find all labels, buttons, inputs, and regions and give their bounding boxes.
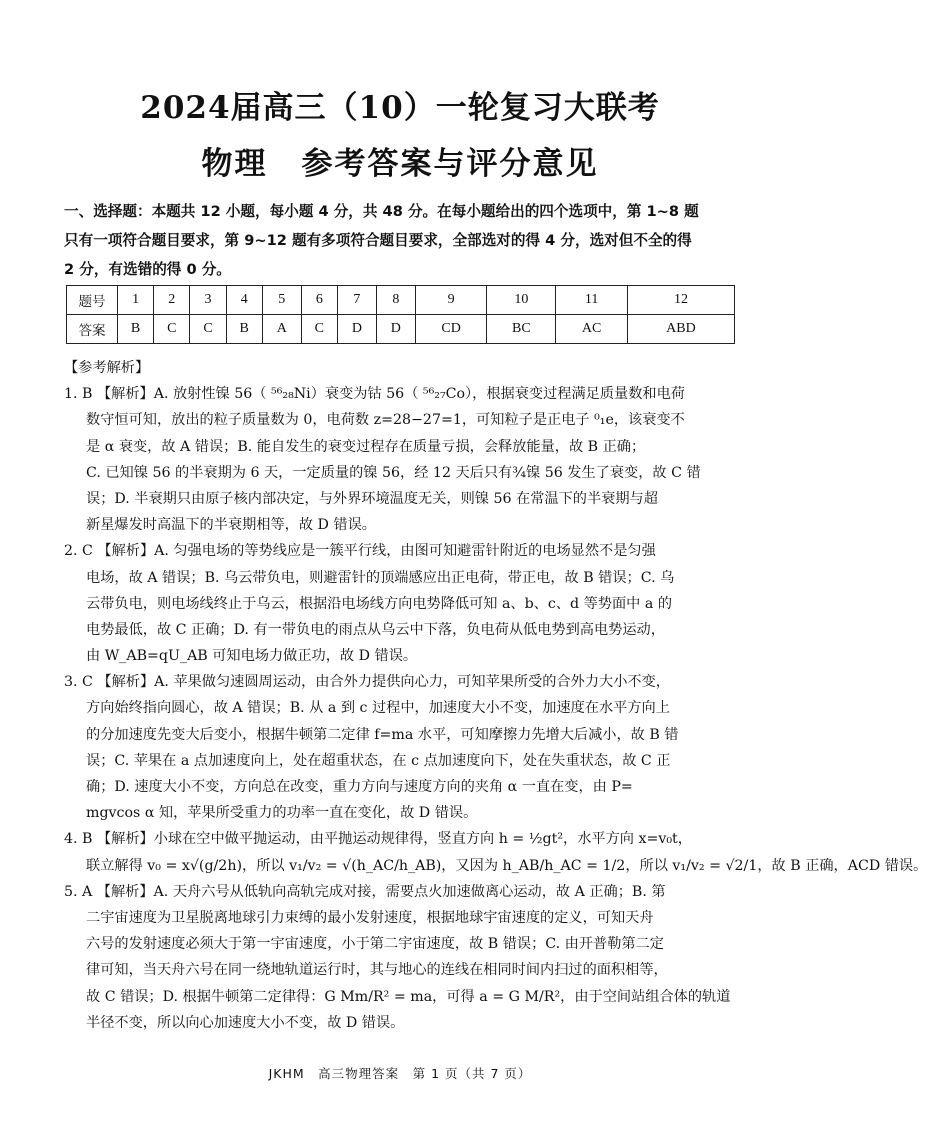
intro-line: 一、选择题：本题共 12 小题，每小题 4 分，共 48 分。在每小题给出的四个选项中，第 1~8 题: [64, 203, 699, 220]
answer-cell: B: [118, 315, 154, 344]
answer-table: [66, 285, 735, 344]
question-number-cell: 5: [262, 286, 301, 315]
analysis-line: 的分加速度先变大后变小，根据牛顿第二定律 f=ma 水平，可知摩擦力先增大后减小，故 B 错: [86, 726, 679, 743]
analysis-line: 由 W_AB=qU_AB 可知电场力做正功，故 D 错误。: [86, 648, 418, 665]
analysis-line: 方向始终指向圆心，故 A 错误；B. 从 a 到 c 过程中，加速度大小不变，加速度在水平方向上: [86, 700, 670, 717]
section-intro: [64, 197, 744, 284]
intro-line: 只有一项符合题目要求，第 9~12 题有多项符合题目要求，全部选对的得 4 分，选对但不全的得: [64, 232, 692, 249]
answer-row: [67, 315, 735, 344]
analysis-line: C. 已知镍 56 的半衰期为 6 天，一定质量的镍 56，经 12 天后只有¾镍 56 发生了衰变，故 C 错: [86, 464, 701, 481]
analysis-line: 电场，故 A 错误；B. 乌云带负电，则避雷针的顶端感应出正电荷，带正电，故 B 错误；C. 乌: [86, 569, 675, 586]
intro-line: 2 分，有选错的得 0 分。: [64, 261, 231, 278]
question-number-cell: 9: [415, 286, 487, 315]
question-number-cell: 12: [627, 286, 734, 315]
analysis-line: 确；D. 速度大小不变，方向总在改变，重力方向与速度方向的夹角 α 一直在变，由 P=: [86, 779, 633, 795]
question-number-cell: 8: [376, 286, 415, 315]
question-number-cell: 2: [154, 286, 190, 315]
analysis-heading: 【参考解析】: [64, 360, 150, 376]
analysis-line: 3. C 【解析】A. 苹果做匀速圆周运动，由合外力提供向心力，可知苹果所受的合外力大小不变，: [64, 674, 670, 691]
answer-cell: C: [301, 315, 337, 344]
question-number-cell: 4: [226, 286, 262, 315]
analysis-line: 二宇宙速度为卫星脱离地球引力束缚的最小发射速度，根据地球宇宙速度的定义，可知天舟: [86, 909, 654, 926]
analysis-line: 是 α 衰变，故 A 错误；B. 能自发生的衰变过程存在质量亏损，会释放能量，故 B 正确；: [86, 438, 646, 455]
analysis-line: 联立解得 v₀ = x√(g/2h)，所以 v₁/v₂ = √(h_AC/h_AB)，又因为 h_AB/h_AC = 1/2，所以 v₁/v₂ = √2/1，故 B 正确，ACD 错误。: [86, 857, 927, 874]
answer-cell: A: [262, 315, 301, 344]
analysis-line: 4. B 【解析】小球在空中做平抛运动，由平抛运动规律得，竖直方向 h = ½gt²，水平方向 x=v₀t，: [64, 831, 692, 848]
analysis-line: 2. C 【解析】A. 匀强电场的等势线应是一簇平行线，由图可知避雷针附近的电场显然不是匀强: [64, 543, 656, 560]
answer-cell: C: [154, 315, 190, 344]
answer-cell: ABD: [627, 315, 734, 344]
answer-cell: AC: [556, 315, 628, 344]
analysis-line: mgvcos α 知，苹果所受重力的功率一直在变化，故 D 错误。: [86, 805, 478, 822]
question-number-cell: 11: [556, 286, 628, 315]
subject-title: [0, 138, 800, 183]
answer-cell: D: [337, 315, 376, 344]
analysis-line: 半径不变，所以向心加速度大小不变，故 D 错误。: [86, 1014, 405, 1031]
answer-cell: CD: [415, 315, 487, 344]
analysis-line: 数守恒可知，放出的粒子质量数为 0，电荷数 z=28−27=1，可知粒子是正电子 ⁰₁e，该衰变不: [86, 412, 685, 429]
question-number-cell: 7: [337, 286, 376, 315]
analysis-line: 云带负电，则电场线终止于乌云，根据沿电场线方向电势降低可知 a、b、c、d 等势面中 a 的: [86, 595, 673, 612]
question-number-cell: 3: [190, 286, 226, 315]
subject-name: 物理: [201, 146, 268, 182]
analysis-line: 故 C 错误；D. 根据牛顿第二定律得：G Mm/R² = ma，可得 a = G M/R²，由于空间站组合体的轨道: [86, 988, 731, 1005]
analysis-line: 1. B 【解析】A. 放射性镍 56（ ⁵⁶₂₈Ni）衰变为钴 56（ ⁵⁶₂₇Co），根据衰变过程满足质量数和电荷: [64, 386, 685, 403]
analysis-line: 律可知，当天舟六号在同一绕地轨道运行时，其与地心的连线在相同时间内扫过的面积相等，: [86, 962, 668, 979]
analysis-line: 5. A 【解析】A. 天舟六号从低轨向高轨完成对接，需要点火加速做离心运动，故 A 正确；B. 第: [64, 883, 666, 900]
analysis-line: 误；D. 半衰期只由原子核内部决定，与外界环境温度无关，则镍 56 在常温下的半衰期与超: [86, 490, 658, 507]
page-footer: JKHM 高三物理答案 第 1 页（共 7 页）: [268, 1066, 532, 1081]
answer-cell: D: [376, 315, 415, 344]
question-number-cell: 6: [301, 286, 337, 315]
answer-cell: C: [190, 315, 226, 344]
answer-cell: B: [226, 315, 262, 344]
analysis-line: 误；C. 苹果在 a 点加速度向上，处在超重状态，在 c 点加速度向下，处在失重状态，故 C 正: [86, 752, 671, 769]
answer-cell: BC: [487, 315, 556, 344]
analysis-line: 六号的发射速度必须大于第一宇宙速度，小于第二宇宙速度，故 B 错误；C. 由开普勒第二定: [86, 936, 664, 953]
question-number-row: [67, 286, 735, 315]
question-number-header: 题号: [67, 286, 118, 315]
analysis-line: 新星爆发时高温下的半衰期相等，故 D 错误。: [86, 517, 376, 534]
answer-header: 答案: [67, 315, 118, 344]
question-number-cell: 10: [487, 286, 556, 315]
analysis-section: [64, 355, 927, 1036]
subject-subtitle: 参考答案与评分意见: [301, 146, 599, 182]
question-number-cell: 1: [118, 286, 154, 315]
exam-title: 2024届高三（10）一轮复习大联考: [140, 90, 660, 126]
analysis-line: 电势最低，故 C 正确；D. 有一带负电的雨点从乌云中下落，负电荷从低电势到高电势运动，: [86, 621, 665, 638]
